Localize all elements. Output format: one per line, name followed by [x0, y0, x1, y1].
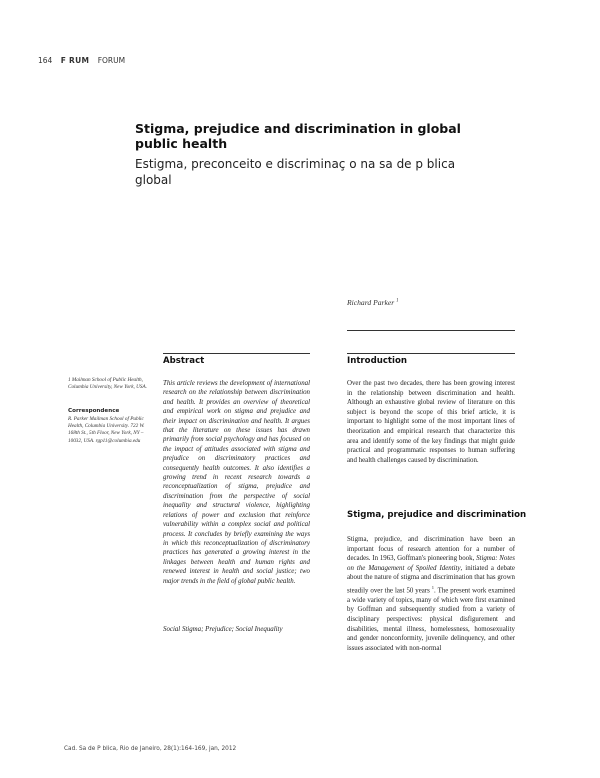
stigma-section-body: [347, 535, 515, 653]
keywords: Social Stigma; Prejudice; Social Inequality: [163, 626, 283, 633]
author-line: [347, 298, 399, 307]
abstract-divider: [163, 353, 310, 354]
abstract-heading: Abstract: [163, 356, 205, 366]
section-name: FORUM: [97, 56, 126, 65]
introduction-heading: Introduction: [347, 356, 408, 366]
section-logo: F RUM: [60, 56, 90, 65]
page-number: 164: [38, 56, 53, 65]
stigma-section-heading: Stigma, prejudice and discrimination: [347, 510, 527, 520]
article-title-english: Stigma, prejudice and discrimination in global public health: [135, 121, 461, 151]
introduction-body: Over the past two decades, there has been growing interest in the relationship between discrimination and health. Although an exhaustive global review of literature on this subject is beyond the scope of this brief article, it is important to highlight some of the most important lines of theorization and empirical research that characterize this area and identify some of the key findings that might guide practical and programmatic responses to human suffering and health challenges caused by discrimination.: [347, 380, 515, 464]
abstract-body: This article reviews the development of international research on the relationship between discrimination and health. It provides an overview of theoretical and empirical work on stigma and prejudice and their impact on discrimination and health. It argues that the literature on these issues has drawn primarily from social psychology and has focused on the impact of attitudes associated with stigma and prejudice on discriminatory practices and consequently health outcomes. It also identifies a growing trend in recent research towards a reconceptualization of stigma, prejudice and discrimination from the perspective of social inequality and structural violence, highlighting relations of power and exclusion that reinforce vulnerability within a complex social and political process. It concludes by briefly examining the ways in which this reconceptualization of discriminatory practices has generated a growing interest in the linkages between health and human rights and renewed interest in health and social justice; two major trends in the field of global public health.: [163, 380, 310, 585]
stigma-text-part-1: Stigma, prejudice, and discrimination have been an important focus of research attention for a number of decades. In 1963, Goffman's pioneering book,: [347, 536, 515, 563]
stigma-text-part-3: . The present work examined a wide variety of topics, many of which were first examined by Goffman and subsequently studied from a variety of disciplinary perspectives: physical disfigurement and disabilities, mental illness, homelessness, homosexuality and gender nonconformity, juvenile delinquency, and other issues associated with non-normal: [347, 587, 515, 652]
affiliation-note: 1 Mailman School of Public Health, Columbia University, New York, USA.: [68, 377, 147, 391]
book-title: Stigma: Notes on the Management of Spoiled Identity: [347, 555, 515, 572]
introduction-divider: [347, 353, 515, 354]
author-affiliation-mark: 1: [396, 298, 399, 304]
author-name: Richard Parker: [347, 298, 395, 307]
footer-citation: Cad. Sa de P blica, Rio de Janeiro, 28(1):164-169, jan, 2012: [64, 746, 237, 752]
article-title-portuguese: Estigma, preconceito e discriminaç o na sa de p blica global: [135, 157, 456, 187]
running-header: [38, 56, 125, 65]
stigma-text-part-2: , initiated a debate about the nature of stigma and discrimination that has grown steadily over the last 50 years: [347, 564, 515, 595]
reference-mark: 1: [431, 584, 435, 590]
author-divider: [347, 330, 515, 331]
correspondence-label: Correspondence: [68, 408, 120, 414]
correspondence-address: R. Parker Mailman School of Public Health, Columbia University. 722 W. 168th St., 5th Floor, New York, NY – 10032, USA. rgp11@columbia.edu: [68, 416, 145, 444]
